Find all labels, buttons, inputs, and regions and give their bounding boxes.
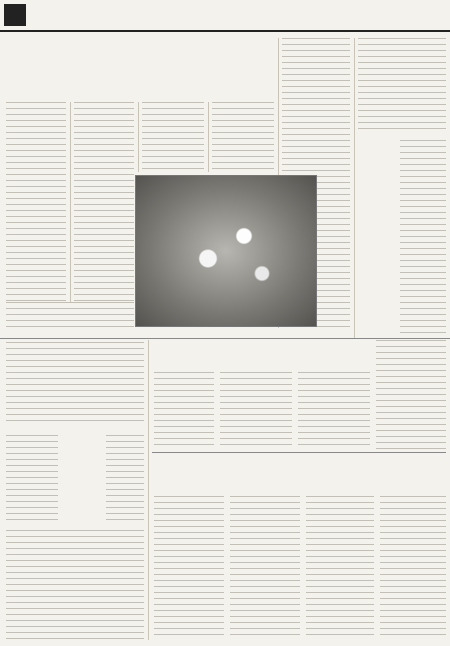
lead-text-column: [74, 102, 134, 302]
bottom-text-column: [306, 496, 374, 640]
flower-photo: [135, 175, 317, 327]
bottom-text-column: [380, 496, 446, 640]
left-text-column: [6, 530, 144, 640]
middle-text-column: [298, 372, 370, 450]
left-text-column: [6, 342, 144, 422]
page-number: [4, 4, 26, 26]
middle-text-column: [154, 372, 214, 450]
lead-text-column: [6, 102, 66, 302]
lead-text-column: [6, 302, 134, 332]
masthead: [0, 0, 450, 32]
middle-text-column: [220, 372, 292, 450]
left-text-column: [6, 435, 58, 525]
bottom-text-column: [154, 496, 224, 640]
middle-text-column: [376, 340, 446, 450]
lead-text-column: [212, 102, 274, 172]
right-text-column: [358, 38, 446, 130]
bottom-text-column: [230, 496, 300, 640]
right-text-column: [400, 140, 446, 335]
lead-text-column: [142, 102, 204, 172]
left-text-column: [106, 435, 144, 525]
